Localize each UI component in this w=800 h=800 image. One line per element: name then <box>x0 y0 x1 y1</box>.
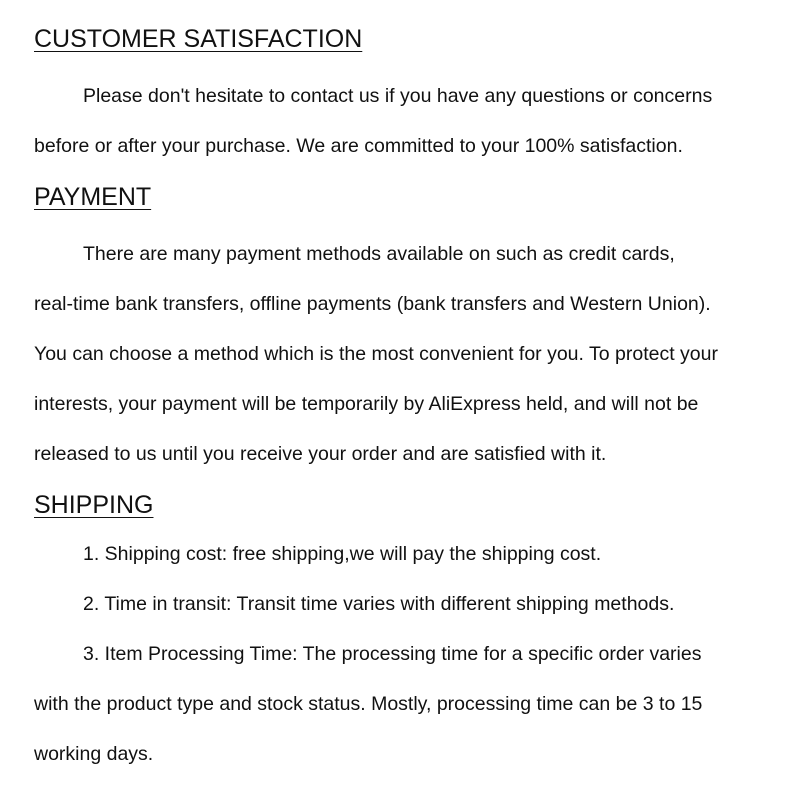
payment-line-3: You can choose a method which is the most convenient for you. To protect your <box>34 343 718 365</box>
shipping-line-5: working days. <box>34 743 154 765</box>
satisfaction-line-2: before or after your purchase. We are committed to your 100% satisfaction. <box>34 135 683 157</box>
payment-line-4: interests, your payment will be temporarily by AliExpress held, and will not be <box>34 393 699 415</box>
payment-line-5: released to us until you receive your order and are satisfied with it. <box>34 443 607 465</box>
payment-line-2: real-time bank transfers, offline payments (bank transfers and Western Union). <box>34 293 711 315</box>
satisfaction-line-1: Please don't hesitate to contact us if you have any questions or concerns <box>83 85 713 107</box>
heading-shipping: SHIPPING <box>34 491 154 519</box>
shipping-line-3: 3. Item Processing Time: The processing time for a specific order varies <box>83 643 702 665</box>
payment-line-1: There are many payment methods available on such as credit cards, <box>83 243 675 265</box>
shipping-line-2: 2. Time in transit: Transit time varies with different shipping methods. <box>83 593 675 615</box>
heading-customer-satisfaction: CUSTOMER SATISFACTION <box>34 25 363 53</box>
heading-payment: PAYMENT <box>34 183 152 211</box>
shipping-line-4: with the product type and stock status. Mostly, processing time can be 3 to 15 <box>34 693 703 715</box>
shipping-line-1: 1. Shipping cost: free shipping,we will pay the shipping cost. <box>83 543 602 565</box>
